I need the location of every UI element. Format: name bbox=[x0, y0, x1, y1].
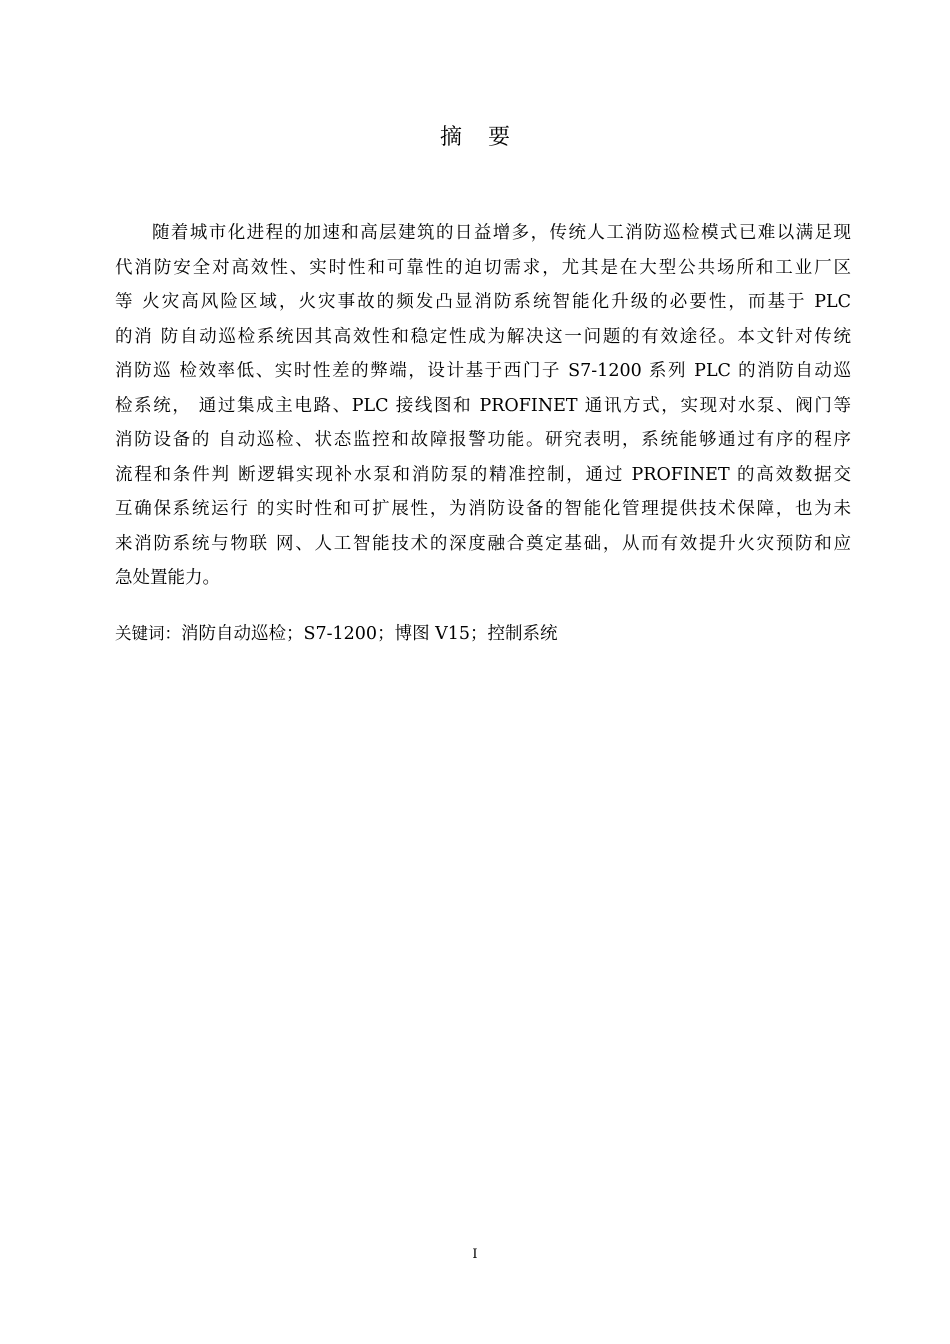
page-title-char-2: 要 bbox=[488, 125, 511, 150]
keywords-label: 关键词： bbox=[115, 624, 181, 643]
abstract-line-2: 代消防安全对高效性、实时性和可靠性的迫切需求，尤其是在大型公共场所和工业厂区 bbox=[115, 257, 851, 278]
page-number: I bbox=[472, 1247, 478, 1262]
abstract-line-8: 流程和条件判 断逻辑实现补水泵和消防泵的精准控制，通过 PROFINET 的高效数据交 bbox=[115, 464, 851, 485]
abstract-line-1: 随着城市化进程的加速和高层建筑的日益增多，传统人工消防巡检模式已难以满足现 bbox=[152, 223, 851, 243]
page-title bbox=[0, 122, 950, 154]
page-title-char-1: 摘 bbox=[439, 125, 462, 150]
abstract-line-10: 来消防系统与物联 网、人工智能技术的深度融合奠定基础，从而有效提升火灾预防和应 bbox=[115, 533, 851, 554]
abstract-line-5: 消防巡 检效率低、实时性差的弊端，设计基于西门子 S7-1200 系列 PLC 的消防自动巡 bbox=[115, 361, 851, 381]
abstract-line-4: 的消 防自动巡检系统因其高效性和稳定性成为解决这一问题的有效途径。本文针对传统 bbox=[115, 326, 851, 347]
abstract-line-9: 互确保系统运行 的实时性和可扩展性，为消防设备的智能化管理提供技术保障，也为未 bbox=[115, 499, 851, 519]
abstract-line-6: 检系统， 通过集成主电路、PLC 接线图和 PROFINET 通讯方式，实现对水泵、阀门等 bbox=[115, 395, 851, 416]
abstract-line-11: 急处置能力。 bbox=[115, 568, 220, 588]
abstract-line-7: 消防设备的 自动巡检、状态监控和故障报警功能。研究表明，系统能够通过有序的程序 bbox=[115, 430, 851, 450]
abstract-line-3: 等 火灾高风险区域，火灾事故的频发凸显消防系统智能化升级的必要性，而基于 PLC bbox=[115, 292, 851, 312]
abstract-paragraph bbox=[115, 216, 851, 596]
keywords-line bbox=[115, 617, 558, 651]
keywords-text: 消防自动巡检；S7-1200；博图 V15；控制系统 bbox=[181, 624, 558, 644]
